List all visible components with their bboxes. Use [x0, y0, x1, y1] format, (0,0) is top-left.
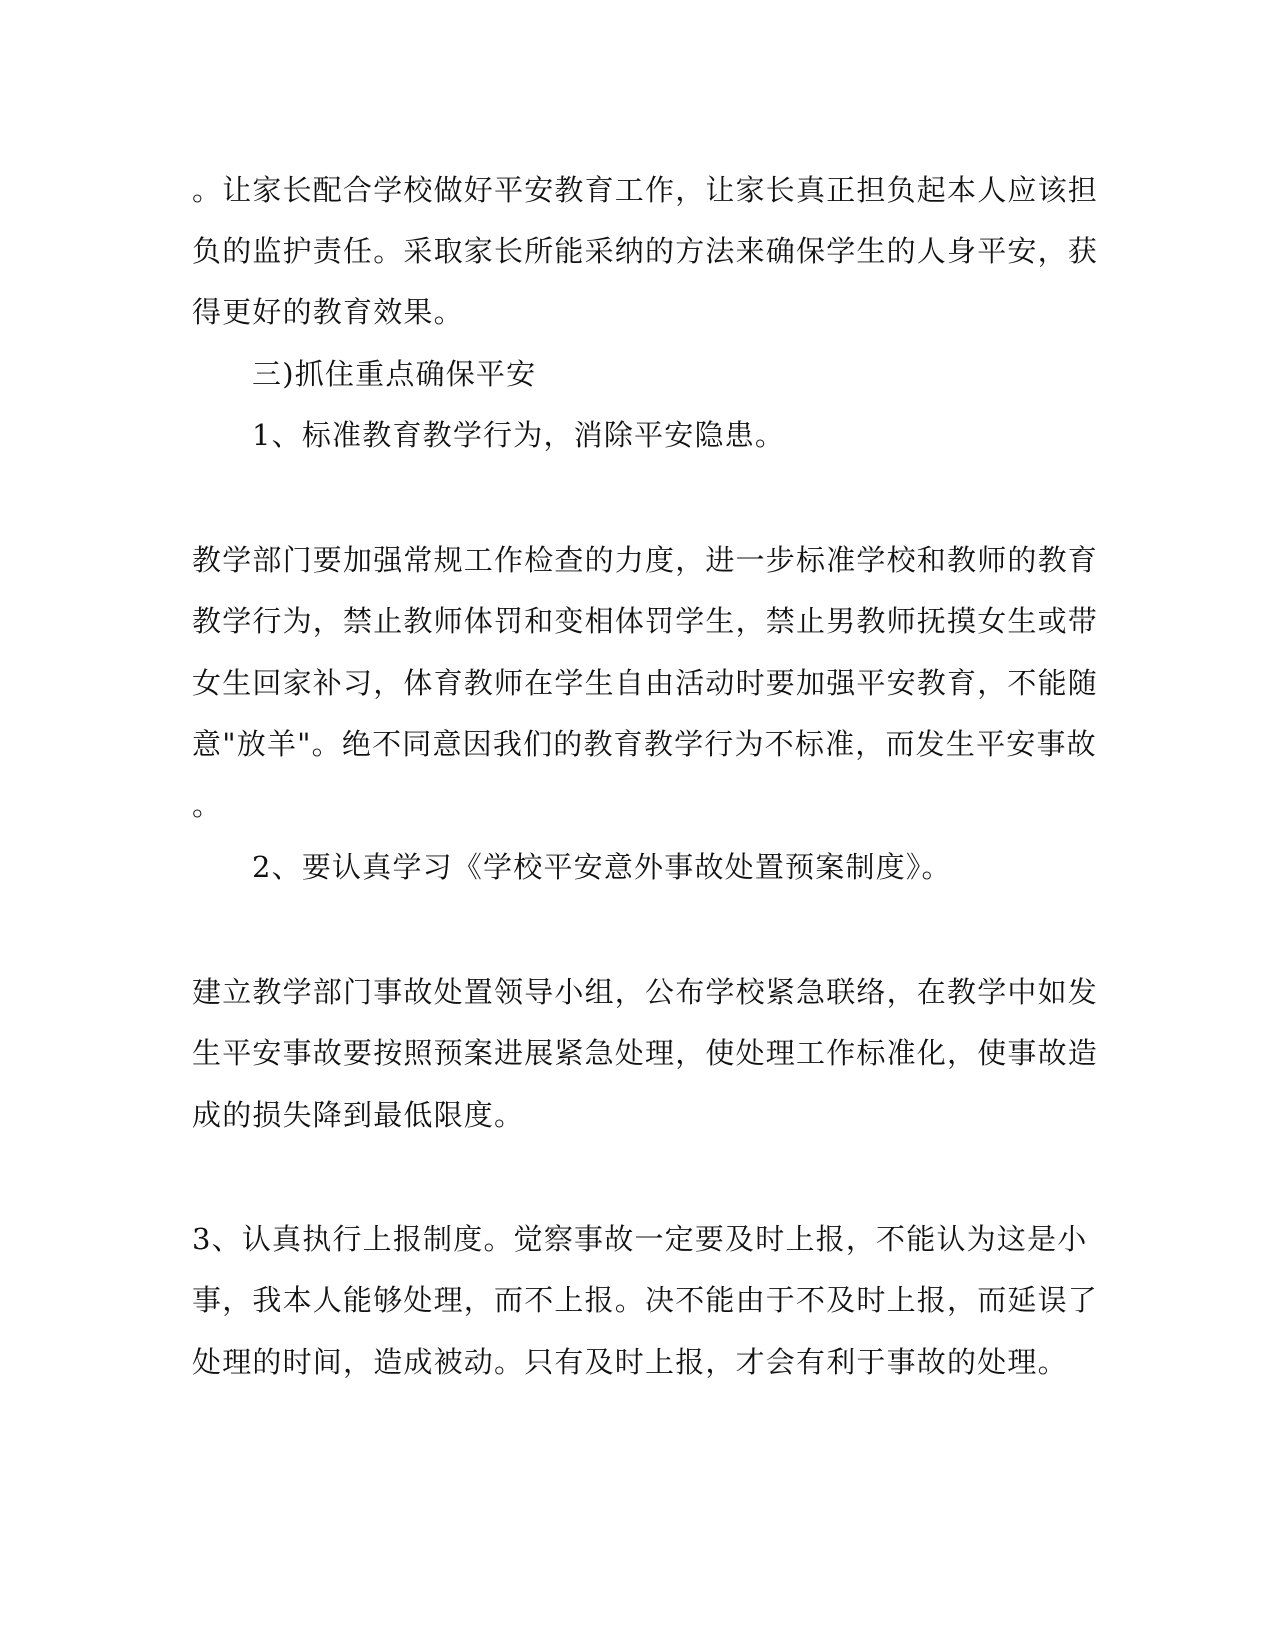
list-item-2: 2、要认真学习《学校平安意外事故处置预案制度》。	[252, 850, 952, 884]
list-item-1: 1、标准教育教学行为，消除平安隐患。	[252, 418, 786, 452]
section-heading-3: 三)抓住重点确保平安	[252, 357, 537, 391]
paragraph-2-line-4: 意"放羊"。绝不同意因我们的教育教学行为不标准，而发生平安事故	[192, 727, 1097, 761]
paragraph-4-line-3: 处理的时间，造成被动。只有及时上报，才会有利于事故的处理。	[192, 1345, 1068, 1379]
paragraph-1-line-2: 负的监护责任。采取家长所能采纳的方法来确保学生的人身平安，获	[192, 234, 1099, 268]
paragraph-2-line-5: 。	[192, 788, 223, 822]
paragraph-2-line-2: 教学行为，禁止教师体罚和变相体罚学生，禁止男教师抚摸女生或带	[192, 604, 1099, 638]
paragraph-1-line-3: 得更好的教育效果。	[192, 295, 464, 329]
paragraph-1-line-1: 。让家长配合学校做好平安教育工作，让家长真正担负起本人应该担	[192, 173, 1099, 207]
paragraph-4-line-2: 事，我本人能够处理，而不上报。决不能由于不及时上报，而延误了	[192, 1283, 1099, 1317]
paragraph-3-line-3: 成的损失降到最低限度。	[192, 1098, 525, 1132]
paragraph-3-line-1: 建立教学部门事故处置领导小组，公布学校紧急联络，在教学中如发	[192, 975, 1099, 1009]
paragraph-4-line-1: 3、认真执行上报制度。觉察事故一定要及时上报，不能认为这是小	[192, 1222, 1088, 1256]
paragraph-3-line-2: 生平安事故要按照预案进展紧急处理，使处理工作标准化，使事故造	[192, 1036, 1099, 1070]
paragraph-2-line-3: 女生回家补习，体育教师在学生自由活动时要加强平安教育，不能随	[192, 666, 1099, 700]
paragraph-2-line-1: 教学部门要加强常规工作检查的力度，进一步标准学校和教师的教育	[192, 543, 1099, 577]
